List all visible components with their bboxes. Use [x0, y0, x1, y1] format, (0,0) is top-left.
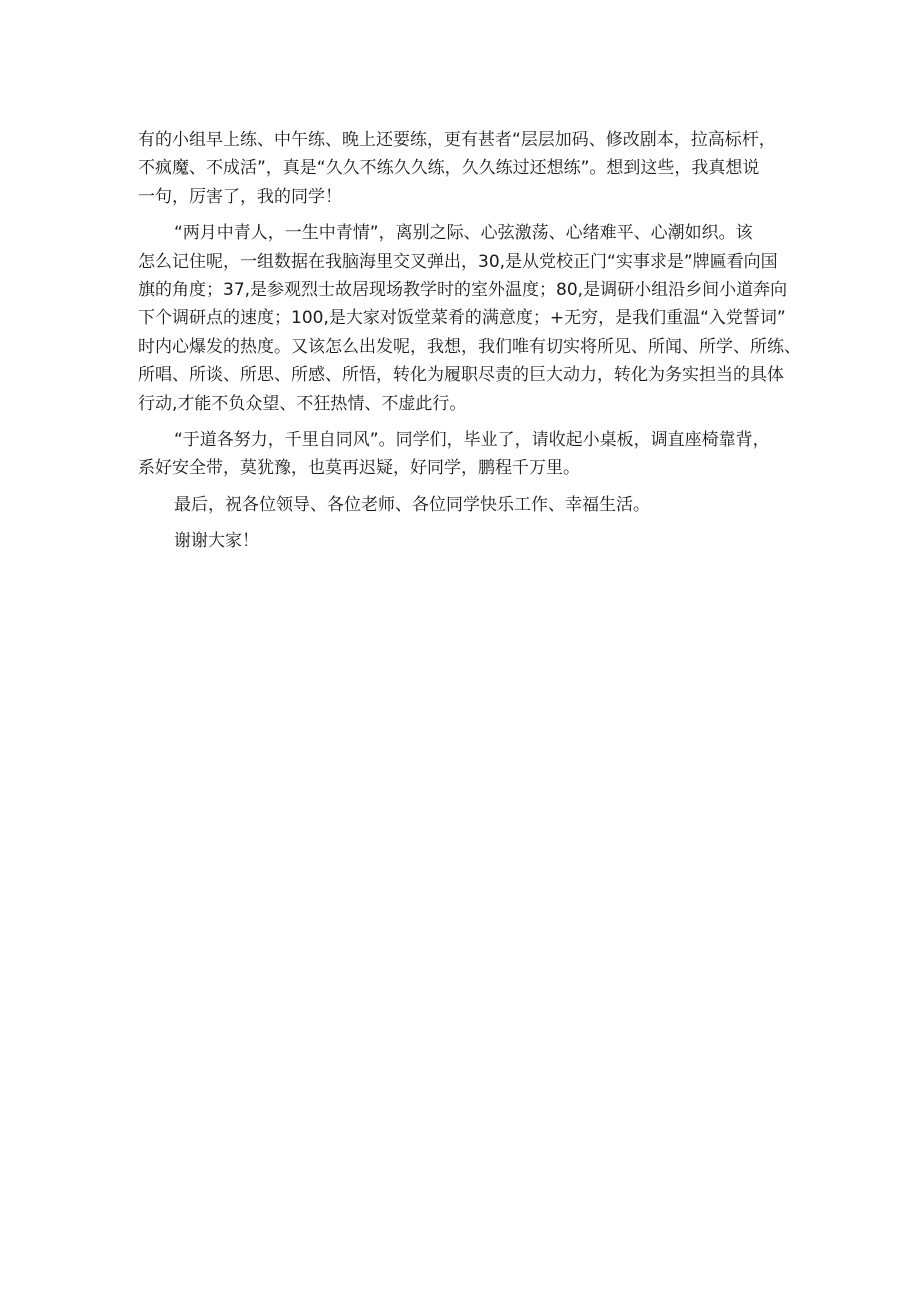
paragraph-5: [138, 527, 798, 555]
text-line: 一句，厉害了，我的同学！: [138, 186, 342, 207]
paragraph-3: [138, 426, 798, 483]
text-line: 下个调研点的速度；100,是大家对饭堂菜肴的满意度；+无穷，是我们重温“入党誓词”: [138, 308, 786, 329]
text-line: 系好安全带，莫犹豫，也莫再迟疑，好同学，鹏程千万里。: [138, 458, 580, 479]
text-line: “两月中青人，一生中青情”，离别之际、心弦激荡、心绪难平、心潮如织。该: [174, 223, 753, 244]
text-line: 所唱、所谈、所思、所感、所悟，转化为履职尽责的巨大动力，转化为务实担当的具体: [138, 365, 784, 386]
text-line: 有的小组早上练、中午练、晚上还要练，更有甚者“层层加码、修改剧本，拉高标杆，: [138, 130, 776, 150]
text-line: 不疯魔、不成活”，真是“久久不练久久练，久久练过还想练”。想到这些，我真想说: [138, 158, 760, 179]
paragraph-4: [138, 491, 798, 519]
text-line: “于道各努力，千里自同风”。同学们，毕业了，请收起小桌板，调直座椅靠背，: [174, 430, 770, 451]
text-line: 最后，祝各位领导、各位老师、各位同学快乐工作、幸福生活。: [174, 494, 650, 515]
text-line: 行动,才能不负众望、不狂热情、不虚此行。: [138, 393, 467, 414]
text-line: 时内心爆发的热度。又该怎么出发呢，我想，我们唯有切实将所见、所闻、所学、所练、: [138, 336, 801, 357]
text-line: 谢谢大家！: [174, 531, 259, 552]
text-line: 怎么记住呢，一组数据在我脑海里交叉弹出，30,是从党校正门“实事求是”牌匾看向国: [138, 251, 778, 272]
text-line: 旗的角度；37,是参观烈士故居现场教学时的室外温度；80,是调研小组沿乡间小道奔向: [138, 280, 788, 301]
paragraph-2: [138, 219, 801, 418]
document-body: [138, 126, 801, 564]
paragraph-1: [138, 126, 798, 211]
